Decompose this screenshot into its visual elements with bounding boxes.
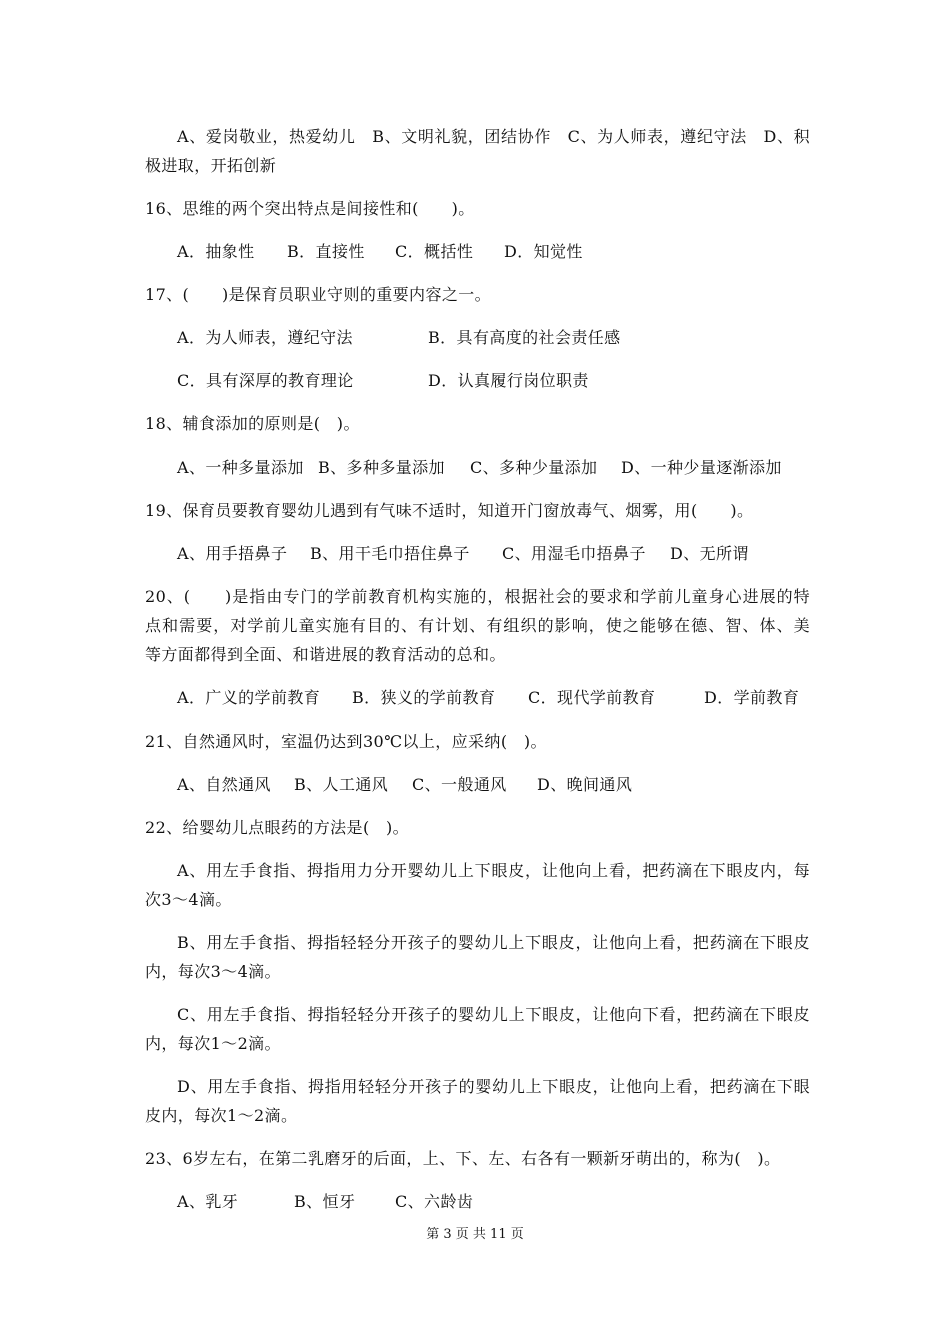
q20-option-b: B．狭义的学前教育 bbox=[352, 688, 496, 707]
q20-stem-line1: 20、( )是指由专门的学前教育机构实施的，根据社会的要求和学前儿童身心进展的特 bbox=[145, 587, 810, 606]
q20-stem-line2: 点和需要，对学前儿童实施有目的、有计划、有组织的影响，使之能够在德、智、体、美 bbox=[145, 616, 810, 635]
q23-option-b: B、恒牙 bbox=[294, 1192, 356, 1211]
q17-stem: 17、( )是保育员职业守则的重要内容之一。 bbox=[145, 285, 492, 304]
q22-option-a-line2: 次3～4滴。 bbox=[145, 890, 232, 909]
q16-option-d: D．知觉性 bbox=[504, 242, 583, 261]
q20-option-a: A．广义的学前教育 bbox=[177, 688, 321, 707]
q18-stem: 18、辅食添加的原则是( )。 bbox=[145, 414, 360, 433]
q18-option-b: B、多种多量添加 bbox=[318, 458, 445, 477]
q22-option-a-line1: A、用左手食指、拇指用力分开婴幼儿上下眼皮，让他向上看，把药滴在下眼皮内，每 bbox=[177, 861, 810, 880]
page-number-footer: 第 3 页 共 11 页 bbox=[426, 1227, 524, 1242]
q22-stem: 22、给婴幼儿点眼药的方法是( )。 bbox=[145, 818, 410, 837]
q20-stem-line3: 等方面都得到全面、和谐进展的教育活动的总和。 bbox=[145, 645, 506, 664]
q20-option-d: D．学前教育 bbox=[704, 688, 800, 707]
q16-option-a: A．抽象性 bbox=[177, 242, 255, 261]
q18-option-a: A、一种多量添加 bbox=[177, 458, 304, 477]
q21-option-b: B、人工通风 bbox=[294, 775, 389, 794]
q20-option-c: C．现代学前教育 bbox=[528, 688, 656, 707]
q22-option-b-line1: B、用左手食指、拇指轻轻分开孩子的婴幼儿上下眼皮，让他向上看，把药滴在下眼皮 bbox=[177, 933, 810, 952]
q19-stem: 19、保育员要教育婴幼儿遇到有气味不适时，知道开门窗放毒气、烟雾，用( )。 bbox=[145, 501, 754, 520]
q23-stem: 23、6岁左右，在第二乳磨牙的后面，上、下、左、右各有一颗新牙萌出的，称为( )。 bbox=[145, 1149, 781, 1168]
q16-option-c: C．概括性 bbox=[395, 242, 474, 261]
q17-option-c: C．具有深厚的教育理论 bbox=[177, 371, 354, 390]
q18-option-c: C、多种少量添加 bbox=[470, 458, 598, 477]
q15-options-line2: 极进取，开拓创新 bbox=[145, 156, 277, 175]
q19-option-b: B、用干毛巾捂住鼻子 bbox=[310, 544, 470, 563]
q22-option-b-line2: 内，每次3～4滴。 bbox=[145, 962, 281, 981]
q23-option-a: A、乳牙 bbox=[177, 1192, 239, 1211]
q21-option-a: A、自然通风 bbox=[177, 775, 271, 794]
q16-option-b: B．直接性 bbox=[287, 242, 365, 261]
q19-option-c: C、用湿毛巾捂鼻子 bbox=[502, 544, 646, 563]
q19-option-d: D、无所谓 bbox=[670, 544, 749, 563]
q21-stem: 21、自然通风时，室温仍达到30℃以上，应采纳( )。 bbox=[145, 732, 547, 751]
q21-option-c: C、一般通风 bbox=[412, 775, 507, 794]
q17-option-a: A．为人师表，遵纪守法 bbox=[177, 328, 353, 347]
q22-option-d-line2: 皮内，每次1～2滴。 bbox=[145, 1106, 298, 1125]
q17-option-d: D．认真履行岗位职责 bbox=[428, 371, 589, 390]
q18-option-d: D、一种少量逐渐添加 bbox=[621, 458, 782, 477]
q21-option-d: D、晚间通风 bbox=[537, 775, 633, 794]
q15-options-line1: A、爱岗敬业，热爱幼儿 B、文明礼貌，团结协作 C、为人师表，遵纪守法 D、积 bbox=[177, 127, 810, 146]
q17-option-b: B．具有高度的社会责任感 bbox=[428, 328, 621, 347]
q22-option-d-line1: D、用左手食指、拇指用轻轻分开孩子的婴幼儿上下眼皮，让他向上看，把药滴在下眼 bbox=[177, 1077, 810, 1096]
q19-option-a: A、用手捂鼻子 bbox=[177, 544, 288, 563]
q23-option-c: C、六龄齿 bbox=[395, 1192, 474, 1211]
q22-option-c-line2: 内，每次1～2滴。 bbox=[145, 1034, 281, 1053]
q22-option-c-line1: C、用左手食指、拇指轻轻分开孩子的婴幼儿上下眼皮，让他向下看，把药滴在下眼皮 bbox=[177, 1005, 810, 1024]
q16-stem: 16、思维的两个突出特点是间接性和( )。 bbox=[145, 199, 475, 218]
